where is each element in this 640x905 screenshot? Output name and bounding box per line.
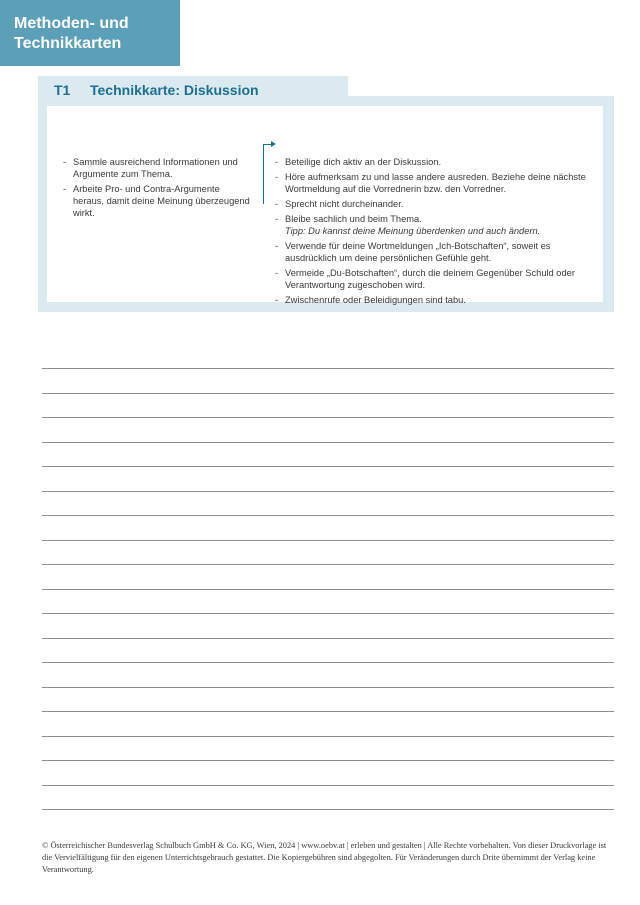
list-item: - Sprecht nicht durcheinander.: [275, 199, 404, 209]
writing-line: [42, 662, 614, 663]
writing-line: [42, 736, 614, 737]
writing-line: [42, 417, 614, 418]
list-item: - Vermeide „Du-Botschaften“, durch die deinem Gegenüber Schuld oder Verantwortung zugeschoben wird.: [275, 268, 575, 290]
section-tab-line1: Methoden- und: [14, 15, 129, 32]
list-item: - Arbeite Pro- und Contra-Argumente heraus, damit deine Meinung überzeugend wirkt.: [63, 184, 250, 218]
technique-card: [38, 76, 614, 312]
card-body: [47, 106, 603, 305]
writing-line: [42, 687, 614, 688]
section-tab-line2: Technikkarten: [14, 35, 122, 52]
writing-line: [42, 589, 614, 590]
copyright-footer: © Österreichischer Bundesverlag Schulbuch GmbH & Co. KG, Wien, 2024 | www.oebv.at | erleben und gestalten | Alle Rechte vorbehalten. Von dieser Druckvorlage ist die Vervielfältigung für den eigenen Unterrichtsgebrauch gestattet. Die Kopiergebühren sind abgegolten. Für Veränderungen durch Drite übernimmt der Verlag keine Verantwortung.: [42, 841, 607, 874]
writing-line: [42, 491, 614, 492]
card-title: Technikkarte: Diskussion: [90, 82, 259, 98]
list-item: - Beteilige dich aktiv an der Diskussion.: [275, 157, 442, 167]
writing-line: [42, 711, 614, 712]
writing-line: [42, 368, 614, 369]
writing-line: [42, 809, 614, 810]
writing-line: [42, 442, 614, 443]
writing-line: [42, 785, 614, 786]
tip-text: Tipp: Du kannst deine Meinung überdenken und auch ändern.: [285, 226, 541, 236]
writing-line: [42, 393, 614, 394]
list-item: - Verwende für deine Wortmeldungen „Ich-Botschaften“, soweit es ausdrücklich um deine persönlichen Gefühle geht.: [275, 241, 551, 263]
writing-line: [42, 540, 614, 541]
writing-line: [42, 466, 614, 467]
list-item: - Höre aufmerksam zu und lasse andere ausreden. Beziehe deine nächste Wortmeldung auf die Vorrednerin bzw. den Vorredner.: [275, 172, 586, 194]
writing-line: [42, 564, 614, 565]
list-item: - Zwischenrufe oder Beleidigungen sind tabu.: [275, 295, 466, 305]
card-code: T1: [54, 82, 71, 98]
list-item: - Bleibe sachlich und beim Thema. Tipp: Du kannst deine Meinung überdenken und auch ändern.: [275, 213, 597, 237]
arrow-right-icon: [271, 141, 276, 147]
writing-line: [42, 515, 614, 516]
writing-line: [42, 760, 614, 761]
bracket-line: [263, 144, 264, 204]
section-tab: [0, 0, 180, 66]
writing-line: [42, 613, 614, 614]
writing-line: [42, 638, 614, 639]
preparation-list: [63, 156, 251, 222]
list-item: - Sammle ausreichend Informationen und Argumente zum Thema.: [63, 157, 238, 179]
discussion-rules-list: [275, 156, 597, 309]
